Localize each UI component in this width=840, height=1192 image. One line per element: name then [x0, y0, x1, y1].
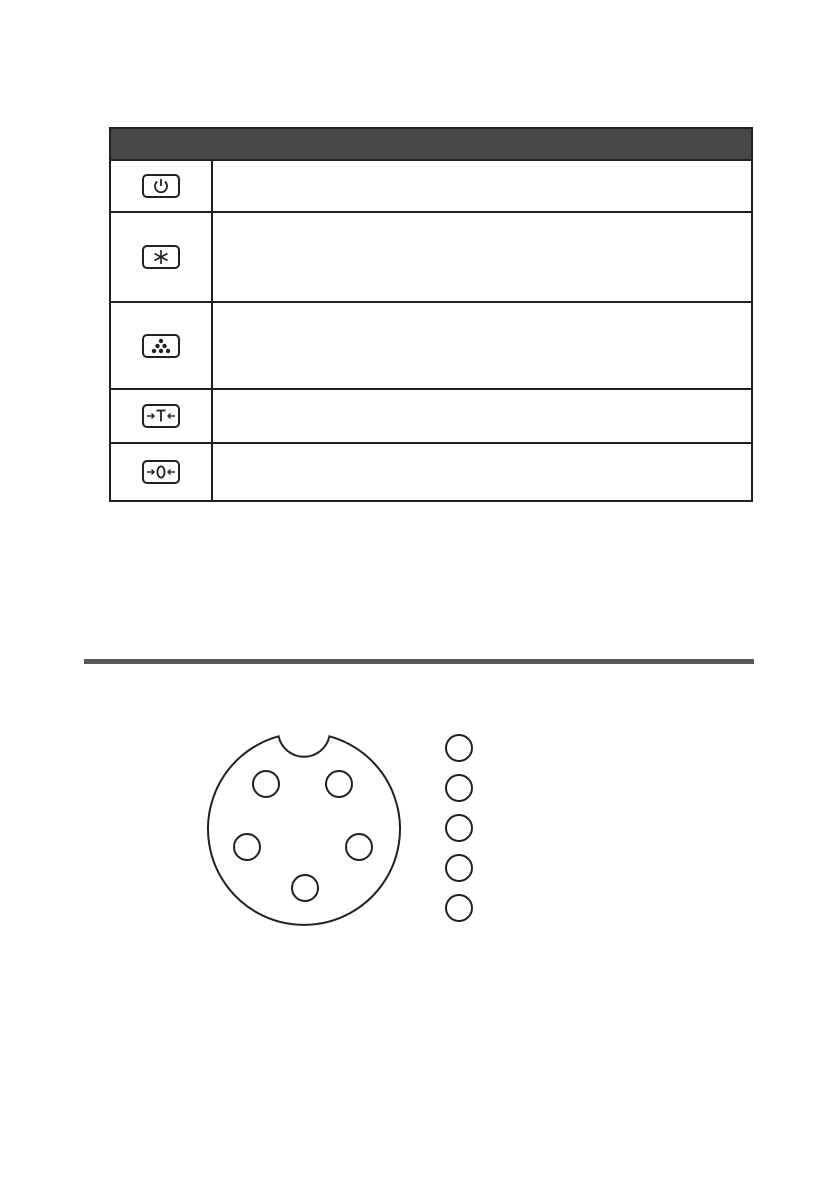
key-description [212, 389, 752, 443]
power-icon [142, 174, 180, 198]
key-cell [110, 302, 212, 389]
connector-pin [234, 834, 260, 860]
five-pin-connector-diagram [200, 724, 410, 934]
table-row [110, 443, 752, 501]
key-description [212, 302, 752, 389]
key-cell [110, 389, 212, 443]
key-cell [110, 443, 212, 501]
connector-pin [346, 834, 372, 860]
pin-circle-icon [446, 895, 472, 921]
backlight-asterisk-icon [142, 245, 180, 269]
table-header [110, 128, 752, 160]
key-description [212, 212, 752, 302]
zero-icon [142, 460, 180, 484]
pin-circle-icon [446, 815, 472, 841]
section-divider [84, 659, 754, 664]
table-row [110, 302, 752, 389]
table-row [110, 212, 752, 302]
key-description [212, 160, 752, 212]
pin-legend [442, 732, 482, 932]
key-cell [110, 212, 212, 302]
counting-dots-icon [142, 334, 180, 358]
tare-icon [142, 404, 180, 428]
table-row [110, 389, 752, 443]
connector-outline [208, 736, 400, 925]
connector-pin [253, 771, 279, 797]
pin-circle-icon [446, 735, 472, 761]
pin-circle-icon [446, 855, 472, 881]
key-function-table [109, 127, 753, 502]
table-header-row [110, 128, 752, 160]
key-cell [110, 160, 212, 212]
key-description [212, 443, 752, 501]
connector-pin [326, 771, 352, 797]
connector-pin [292, 875, 318, 901]
table-row [110, 160, 752, 212]
pin-circle-icon [446, 775, 472, 801]
